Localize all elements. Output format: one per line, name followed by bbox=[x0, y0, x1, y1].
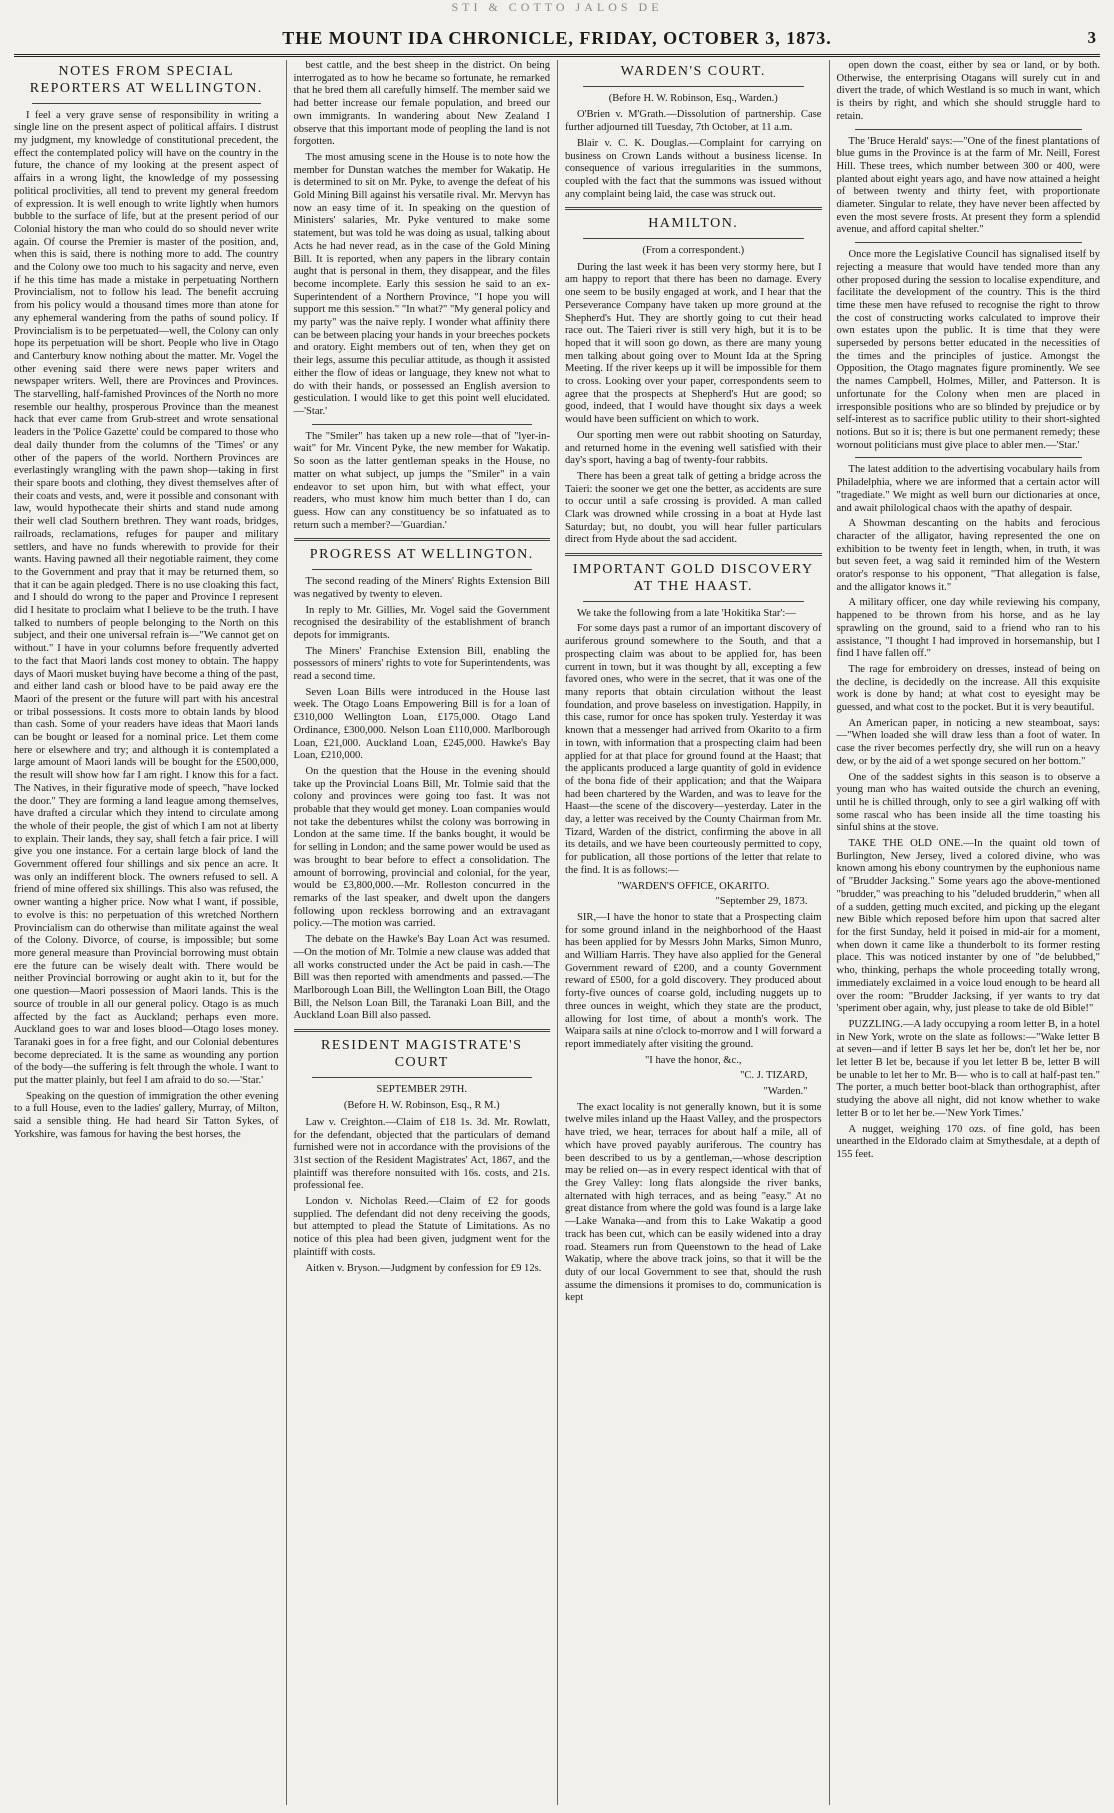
letter-date: "September 29, 1873. bbox=[715, 896, 808, 908]
column-2 bbox=[286, 60, 558, 1805]
article-heading: PROGRESS AT WELLINGTON. bbox=[309, 547, 534, 563]
divider bbox=[583, 86, 804, 87]
article-paragraph: Law v. Creighton.—Claim of £18 1s. 3d. Mr. Rowlatt, for the defendant, objected that the particulars of demand furnished were not in accordance with the provisions of the 31st section of the Resident Magistrates' Act, 1867, and the plaintiff was therefore nonsuited with 16s. costs, and 21s. professional fee. bbox=[293, 1116, 550, 1192]
news-item: A nugget, weighing 170 ozs. of fine gold, has been unearthed in the Eldorado claim at Smythesdale, at a depth of 155 feet. bbox=[836, 1123, 1100, 1160]
article-paragraph: There has been a great talk of getting a bridge across the Taieri: the sooner we get one the better, as accidents are sure to occur until a safe crossing is provided. A man called Clark was drowned while crossing in a boat at Hyde last Saturday; but, no doubt, you will hear fuller particulars direct from Hyde about the sad accident. bbox=[565, 470, 822, 546]
article-subheading: (From a correspondent.) bbox=[642, 245, 745, 257]
divider bbox=[583, 238, 804, 239]
article-paragraph: Aitken v. Bryson.—Judgment by confession for £9 12s. bbox=[305, 1262, 542, 1274]
article-paragraph: London v. Nicholas Reed.—Claim of £2 for goods supplied. The defendant did not deny receiving the goods, but attempted to plead the Statute of Limitations. As no notice of this plea had been given, judgment went for the plaintiff with costs. bbox=[293, 1196, 550, 1258]
article-paragraph: The most amusing scene in the House is to note how the member for Dunstan watches the member for Wakatip. He is determined to sit on Mr. Pyke, to avenge the defeat of his Gold Mining Bill against his versatile rival. Mr. Mervyn has now an easy time of it. In speaking on the question of Ministers' salaries, Mr. Pyke ventured to make some statement, but was told he was doing as usual, talking about Acts he had never read, as in the case of the Gold Mining Bill. It is reported, when any papers in the library contain aught that is personal in them, they disappear, and the files become incomplete. Early this session he said to an ex-Superintendent of a Northern Province, "I hope you will support me this session." "In what?" "My general policy and my party" was the naive reply. I wonder what affinity there can be between placing your hands in your breeches pockets and oratory. Eight members out of ten, when they get on their legs, assume this peculiar attitude, as though it assisted either the flow of ideas or language, they knew not what to do with their hands, or possessed an English aversion to gesticulation. I would like to get this point well elucidated.—'Star.' bbox=[293, 151, 550, 417]
article-continuation: best cattle, and the best sheep in the district. On being interrogated as to how he became so fortunate, he remarked that he bred them all carefully himself. The member said we had better increase our female population, and breed our own immigrants. In wandering about New Zealand I observe that this important mode of peopling the land is not forgotten. bbox=[293, 60, 550, 148]
masthead-title: THE MOUNT IDA CHRONICLE, FRIDAY, OCTOBER 3, 1873. bbox=[282, 28, 832, 48]
divider bbox=[312, 424, 533, 425]
letter-signoff: "I have the honor, &c., bbox=[644, 1054, 742, 1066]
column-4 bbox=[829, 60, 1101, 1805]
divider bbox=[855, 129, 1083, 130]
masthead bbox=[14, 24, 1100, 57]
article-continuation: open down the coast, either by sea or land, or by both. Otherwise, the enterprising Otagans will surely cut in and divert the trade, of which Westland is so much in want, which is theirs by right, and which she should struggle hard to retain. bbox=[836, 60, 1100, 122]
letter-signature: "C. J. TIZARD, bbox=[740, 1070, 808, 1082]
page-stamp: STI & COTTO JALOS DE bbox=[451, 0, 663, 14]
court-before: (Before H. W. Robinson, Esq., Warden.) bbox=[608, 92, 778, 104]
article-resident-magistrates-court bbox=[294, 1038, 551, 1275]
letter-heading: "WARDEN'S OFFICE, OKARITO. bbox=[617, 880, 770, 892]
article-heading: NOTES FROM SPECIAL REPORTERS AT WELLINGTON. bbox=[29, 64, 263, 96]
news-item: A military officer, one day while reviewing his company, happened to be thrown from his horse, and as he lay sprawling on the ground, said to a friend who ran to his assistance, "I thought I had improved in horsemanship, but I find I have fallen off." bbox=[836, 597, 1100, 660]
court-before: (Before H. W. Robinson, Esq., R M.) bbox=[343, 1100, 500, 1112]
divider bbox=[312, 569, 533, 570]
news-item: PUZZLING.—A lady occupying a room letter B, in a hotel in New York, wrote on the slate as follows:—"Wake letter B at seven—and if letter B says let her be, don't let her be, nor let letter B let be, because if you let letter B be, letter B will be unable to let her to Mr. B— who is to call at half-past ten." The porter, a much better boot-black than orthographist, after studying the above all night, did not know whether to wake letter B or to let her be.—'New York Times.' bbox=[836, 1018, 1100, 1119]
article-gold-discovery bbox=[565, 562, 822, 1305]
article-hamilton bbox=[565, 216, 822, 547]
article-wardens-court bbox=[565, 64, 822, 201]
article-paragraph: The debate on the Hawke's Bay Loan Act was resumed.—On the motion of Mr. Tolmie a new clause was added that all works constructed under the Act be paid in cash.—The Bill was then reported with amendments and passed.—The Marlborough Loan Bill, the Wellington Loan Bill, the Otago Bill, the Nelson Loan Bill, the Taranaki Loan Bill, and the Auckland Loan Bill also passed. bbox=[293, 934, 550, 1022]
article-paragraph: In reply to Mr. Gillies, Mr. Vogel said the Government recognised the desirability of the establishment of branch depots for immigrants. bbox=[293, 604, 550, 641]
court-date: SEPTEMBER 29TH. bbox=[376, 1083, 467, 1095]
article-paragraph: Speaking on the question of immigration the other evening to a full House, even to the ladies' gallery, Murray, of Milton, said a sensible thing. He had heard Sir Tatton Sykes, of Yorkshire, was famous for having the best horses, the bbox=[14, 1090, 279, 1140]
divider bbox=[565, 207, 822, 210]
divider bbox=[855, 242, 1083, 243]
divider bbox=[294, 538, 551, 541]
article-paragraph: The exact locality is not generally known, but it is some twelve miles inland up the Haast Valley, and the prospectors have tried, we hear, terraces for about half a mile, all of which have proved payably auriferous. The country has been described to us by a gentleman,—whose description may be relied on—as in every respect identical with that of the Grey Valley: long flats alongside the river banks, alternated with high terraces, and as being "easy." At no great distance from where the gold was found is a large lake—Lake Wanaka—and from this to Lake Wakatip a good track has been cut, which can be easily widened into a dray road. Steamers run from Queenstown to the head of Lake Wakatip, where the above track joins, so that it will be the duty of our local Government to see that, should the rush assume the dimensions it promises to do, communication is kept bbox=[565, 1101, 822, 1304]
article-paragraph: The second reading of the Miners' Rights Extension Bill was negatived by twenty to eleven. bbox=[293, 576, 550, 600]
article-paragraph: The Miners' Franchise Extension Bill, enabling the possessors of miners' rights to vote for Superintendents, was read a second time. bbox=[293, 645, 550, 683]
article-paragraph: Our sporting men were out rabbit shooting on Saturday, and returned home in the evening well satisfied with their day's sport, having a bag of twenty-four rabbits. bbox=[565, 429, 822, 467]
divider bbox=[294, 1029, 551, 1032]
article-paragraph: Seven Loan Bills were introduced in the House last week. The Otago Loans Empowering Bill is for a loan of £310,000 Wellington Loan, £175,000. Otago Land Ordinance, £300,000. Nelson Loan £110,000. Marlborough Loan, £21,000. Auckland Loan, £245,000. Hawke's Bay Loan, £210,000. bbox=[293, 686, 550, 762]
article-heading: WARDEN'S COURT. bbox=[620, 64, 766, 79]
divider bbox=[855, 457, 1083, 458]
article-notes-special-reporters bbox=[14, 64, 279, 1142]
news-item: A Showman descanting on the habits and ferocious character of the alligator, having represented the one on exhibition to be twenty feet in length, when, in truth, it was but seven feet, a wag said it reminded him of the Western orator's response to his opponent, "That allegation is false, and the alligator knows it." bbox=[836, 518, 1100, 593]
news-item: The rage for embroidery on dresses, instead of being on the decline, is decidedly on the increase. All this exquisite work is done by hand; at what cost to eyesight may be guessed, and what cost to the pocket. But it is very beautiful. bbox=[836, 663, 1100, 714]
article-progress-at-wellington bbox=[294, 547, 551, 1023]
article-heading: IMPORTANT GOLD DISCOVERY AT THE HAAST. bbox=[572, 562, 814, 594]
article-paragraph: I feel a very grave sense of responsibility in writing a single line on the present aspect of political affairs. I distrust my judgment, my knowledge of constitutional precedent, the effect the contemplated policy will have on the country in the future, the chance of my looking at the present aspect of affairs in a wrong light, the knowledge of my possessing political proclivities, all tend to prevent my general freedom of expression. It is well enough to write lightly when humors bubble to the surface of life, but at the present period of our Colonial history the man who could do so should never write again. Of course the Premier is master of the position, and, when this is said, there is nothing more to add. The country and the Colony owe too much to his sagacity and nerve, even if he this time has made a mistake in perpetuating Northern Provincialism, not to follow his lead. The benefit accruing from his policy would a thousand times more than atone for any ephemeral wandering from the paths of sound policy. If Provincialism is to be perpetuated—well, the Colony can only hope its perpetuation will be short. People who live in Otago and Canterbury know nothing about the matter. Mr. Vogel the other evening said there were news paper writers and newspaper writers. Well, there are Provinces and Provinces. The starvelling, half-famished Provinces of the North no more resemble our healthy, prosperous Province than the meanest hack that ever came from Grub-street and wrote sensational leaders in the 'Police Gazette' could be compared to those who deal daily thunder from the columns of the 'Times' or any other of the papers of the world. Northern Provinces are everlastingly wrangling with the pawn shop—taking in first their spare boots and clothing, they divest themselves after of their coats and vests, and, were it possible and consonant with law, would hypothecate their shirts and stand nude among their well clad Southern brethren. They want roads, bridges, railroads, reclamations, refuges for pauper and military settlers, and have no funds wherewith to provide for their wants. Having pawned all their negotiable raiment, they come to the Government and pray that it may be returned them, so that it can be again pledged. There is no use cloaking this fact, and I should do wrong to the paper and Province I represent did I hesitate to proclaim what I believe to be the truth. I have talked to numbers of people belonging to the North on this subject, and their one universal refrain is—"We cannot get on without." I have in your columns before frequently adverted to the fact that Maori lands cost money to obtain. The happy days of Maori musket buying have become a thing of the past, and either land cash or blood have to be paid away ere the Maori of the present or the future will part with his ancestral or tribal possessions. It costs more to obtain lands by blood than cash. Some of your readers have ideas that Maori lands can be bought or leased for a nominal price. Let them come here or elsewhere and try; and although it is contemplated a large amount of Maori lands will be bought for the £500,000, the result will show how far I am right. I know this for a fact. The Natives, in their figurative mode of speech, "have locked the door." They are forming a land league among themselves, have drafted a circular which they intend to circulate among the whole of their people, the gist of which I am not at liberty to explain. Their lands, they say, shall fetch a fair price. I will give you one instance. For a certain large block of land the Government offered four shillings and six pence an acre. It was only an indifferent block. The owners refused to sell. A friend of mine offered six shillings. This also was refused, the owner wanting a higher price. Now what I want, if possible, to evolve is this: no perpetuation of this wretched Northern Provincialism can do otherwise than militate against the weal of the Colony. Divorce, of course, is impossible; but some more general measure than Provincial borrowing must obtain ere the future can be wisely dealt with. There would be neither Provincial borrowing or aught akin to it, but for the one question—Maori possession of Maori lands. This is the source of trouble in all our general policy. Otago is as much affected by the fact as Auckland; perhaps even more. Auckland goes to war and loses blood—Otago loses money. Taranaki goes in for a free fight, and our Colonial debentures become depreciated. It is the same as wounding any portion of the body—the suffering is felt through the whole. I want to put the matter plainly, but feel I am afraid to do so.—'Star.' bbox=[14, 109, 279, 1087]
letter-body: SIR,—I have the honor to state that a Prospecting claim for some ground inland in the neighborhood of the Haast has been applied for by Messrs John Marks, Simon Munro, and William Harris. They have also applied for the General Government reward of £200, and a county Government reward of £500, for a gold discovery. They produced about forty-five ounces of coarse gold, including nuggets up to three ounces in weight, which they state are the product, allowing for lost time, of about a month's work. The Waipara sails at nine o'clock to-morrow and I will forward a report immediately after visiting the ground. bbox=[565, 911, 822, 1050]
news-item: The 'Bruce Herald' says:—"One of the finest plantations of blue gums in the Province is at the farm of Mr. Neill, Forest Hill. These trees, which number between 300 or 400, were planted about eight years ago, and have now attained a height of between twenty and thirty feet, with proportionate diameter. Singular to relate, they have never been affected by even the most severe frosts. At present they form a splendid avenue, and afford capital shelter." bbox=[836, 135, 1100, 236]
divider bbox=[312, 1077, 533, 1078]
news-item: TAKE THE OLD ONE.—In the quaint old town of Burlington, New Jersey, lived a colored divine, who was known among his ebony countrymen by the euphonious name of "Brudder Jacksing." Some years ago the above-mentioned "brudder," was preaching to his "deluded brudderin," when all of a sudden, getting much excited, and picking up the elegant new Bible which reposed before him upon that sacred alter for the first Sunday, held it poised in mid-air for a moment, when down it came like a thunderbolt to its former resting place. This was noticed instanter by one of "de belubbed," who, thinking, perhaps the whole proceeding totally wrong, immediately exclaimed in a voice loud enough to be heard all over the room: "Brudder Jacksing, if yer wants to try dat 'speriment ober again, why, just please to take de old Bible!" bbox=[836, 838, 1100, 1015]
column-1 bbox=[14, 60, 286, 1805]
article-heading: HAMILTON. bbox=[648, 216, 739, 232]
columns bbox=[14, 60, 1100, 1805]
column-3 bbox=[557, 60, 829, 1805]
article-paragraph: We take the following from a late 'Hokitika Star':— bbox=[577, 607, 796, 619]
article-paragraph: The "Smiler" has taken up a new role—that of "lyer-in-wait" for Mr. Vincent Pyke, the new member for Wakatip. So soon as the latter gentleman speaks in the House, no matter on what subject, up jumps the "Smiler" in a vain endeavor to set upon him, but with what effect, your readers, who must know him much better than I do, can guess. How can any constituency be so infatuated as to return such a member?—'Guardian.' bbox=[293, 430, 550, 531]
article-heading: RESIDENT MAGISTRATE'S COURT bbox=[321, 1038, 523, 1070]
article-paragraph: Blair v. C. K. Douglas.—Complaint for carrying on business on Crown Lands without a business license. In consequence of various irregularities in the summons, coupled with the fact that the summons was issued without any complaint being laid, the case was struck out. bbox=[565, 137, 822, 200]
letter-title: "Warden." bbox=[763, 1086, 808, 1098]
news-item: Once more the Legislative Council has signalised itself by rejecting a measure that would have tended more than any other proposed during the session to localise expenditure, and facilitate the development of the country. This is the third time these men have refused to recognise the right to throw the cost of constructing works calculated to improve their own estates upon the public. It is time that they were superseded by persons better educated in the necessities of the times and the principles of justice. Amongst the Opposition, the Otago magnates figure prominently. We see the names Campbell, Holmes, Miller, and Patterson. It is unfortunate for the Colony when men are placed in irresponsible positions who are so blinded by prejudice or by self-interest as to sacrifice public utility to their short-sighted notions. But so it is; there is but one permanent remedy; these wornout politicians must give place to abler men.—'Star.' bbox=[836, 249, 1100, 451]
article-paragraph: O'Brien v. M'Grath.—Dissolution of partnership. Case further adjourned till Tuesday, 7th October, at 11 a.m. bbox=[565, 109, 822, 134]
article-paragraph: During the last week it has been very stormy here, but I am happy to report that there has been no damage. Every one seem to be busily engaged at work, and I hear that the Perseverance Company have taken up more ground at the Shepherd's Hut. They are shortly going to cut their head race out. The Taieri river is still very high, but it is to be hoped that it will soon go down, as there are many young men talking about going over to Mount Ida at the Spring Meeting. If the river keeps up it will be impossible for them to cross. Looking over your paper, correspondents seem to agree that the prospects at Shepherd's Hut are good; so good, indeed, that I would have thought six days a week would have been sufficient on which to work. bbox=[565, 261, 822, 426]
divider bbox=[32, 103, 261, 104]
divider bbox=[565, 553, 822, 556]
article-paragraph: On the question that the House in the evening should take up the Provincial Loans Bill, Mr. Tolmie said that the colony and provinces were going too fast. It was not probable that they would get money. Loan companies would not take the debentures whilst the colony was borrowing in London at the same time. If the banks bought, it would be for selling in London; and the same power would be used as was brought to bear before to effect a consolidation. The amount of borrowing, provincial and colonial, for the year, would be £3,800,000.—Mr. Rolleston concurred in the remarks of the last speaker, and dwelt upon the dangers following upon reckless borrowing and an extravagant policy.—The motion was carried. bbox=[293, 765, 550, 930]
news-item: An American paper, in noticing a new steamboat, says:—"When loaded she will draw less than a foot of water. In case the river becomes perfectly dry, she will run on a heavy dew, or by the aid of a wet sponge secured on her bottom." bbox=[836, 717, 1100, 767]
news-item: The latest addition to the advertising vocabulary hails from Philadelphia, where we are informed that a certain actor will "tragediate." We might as well burn our dictionaries at once, and await philological chaos with the apathy of despair. bbox=[836, 464, 1100, 514]
article-paragraph: For some days past a rumor of an important discovery of auriferous ground somewhere to the South, and that a prospecting claim was about to be applied for, has been current in town, but it was thought by all, excepting a few favored ones, who were in the secret, that it was one of the many reports that obtain circulation without the least foundation, and prove baseless on investigation. Happily, in this case, rumor for once has spoken truly. Yesterday it was known that a messenger had arrived from Okarito to a firm in town, with information that a prospecting claim had been applied for at that place for ground found at the Haast; that the applicants produced a large quantity of gold in evidence of the bona fide of their application; and that the Waipara had been chartered by the Warden, and was to leave for the Haast—the scene of the discovery—yesterday. Later in the day, a letter was received by the County Chairman from Mr. Tizard, Warden of the district, confirming the above in all its details, and we have been courteously permitted to copy, for publication, all those portions of the letter that relate to the find. It is as follows:— bbox=[565, 623, 822, 876]
news-item: One of the saddest sights in this season is to observe a young man who has waited outside the church an evening, until he is chilled through, only to see a girl walking off with some rascal who has been inside all the time toasting his sinful shins at the stove. bbox=[836, 771, 1100, 834]
divider bbox=[583, 601, 804, 602]
page-number: 3 bbox=[1087, 28, 1096, 47]
